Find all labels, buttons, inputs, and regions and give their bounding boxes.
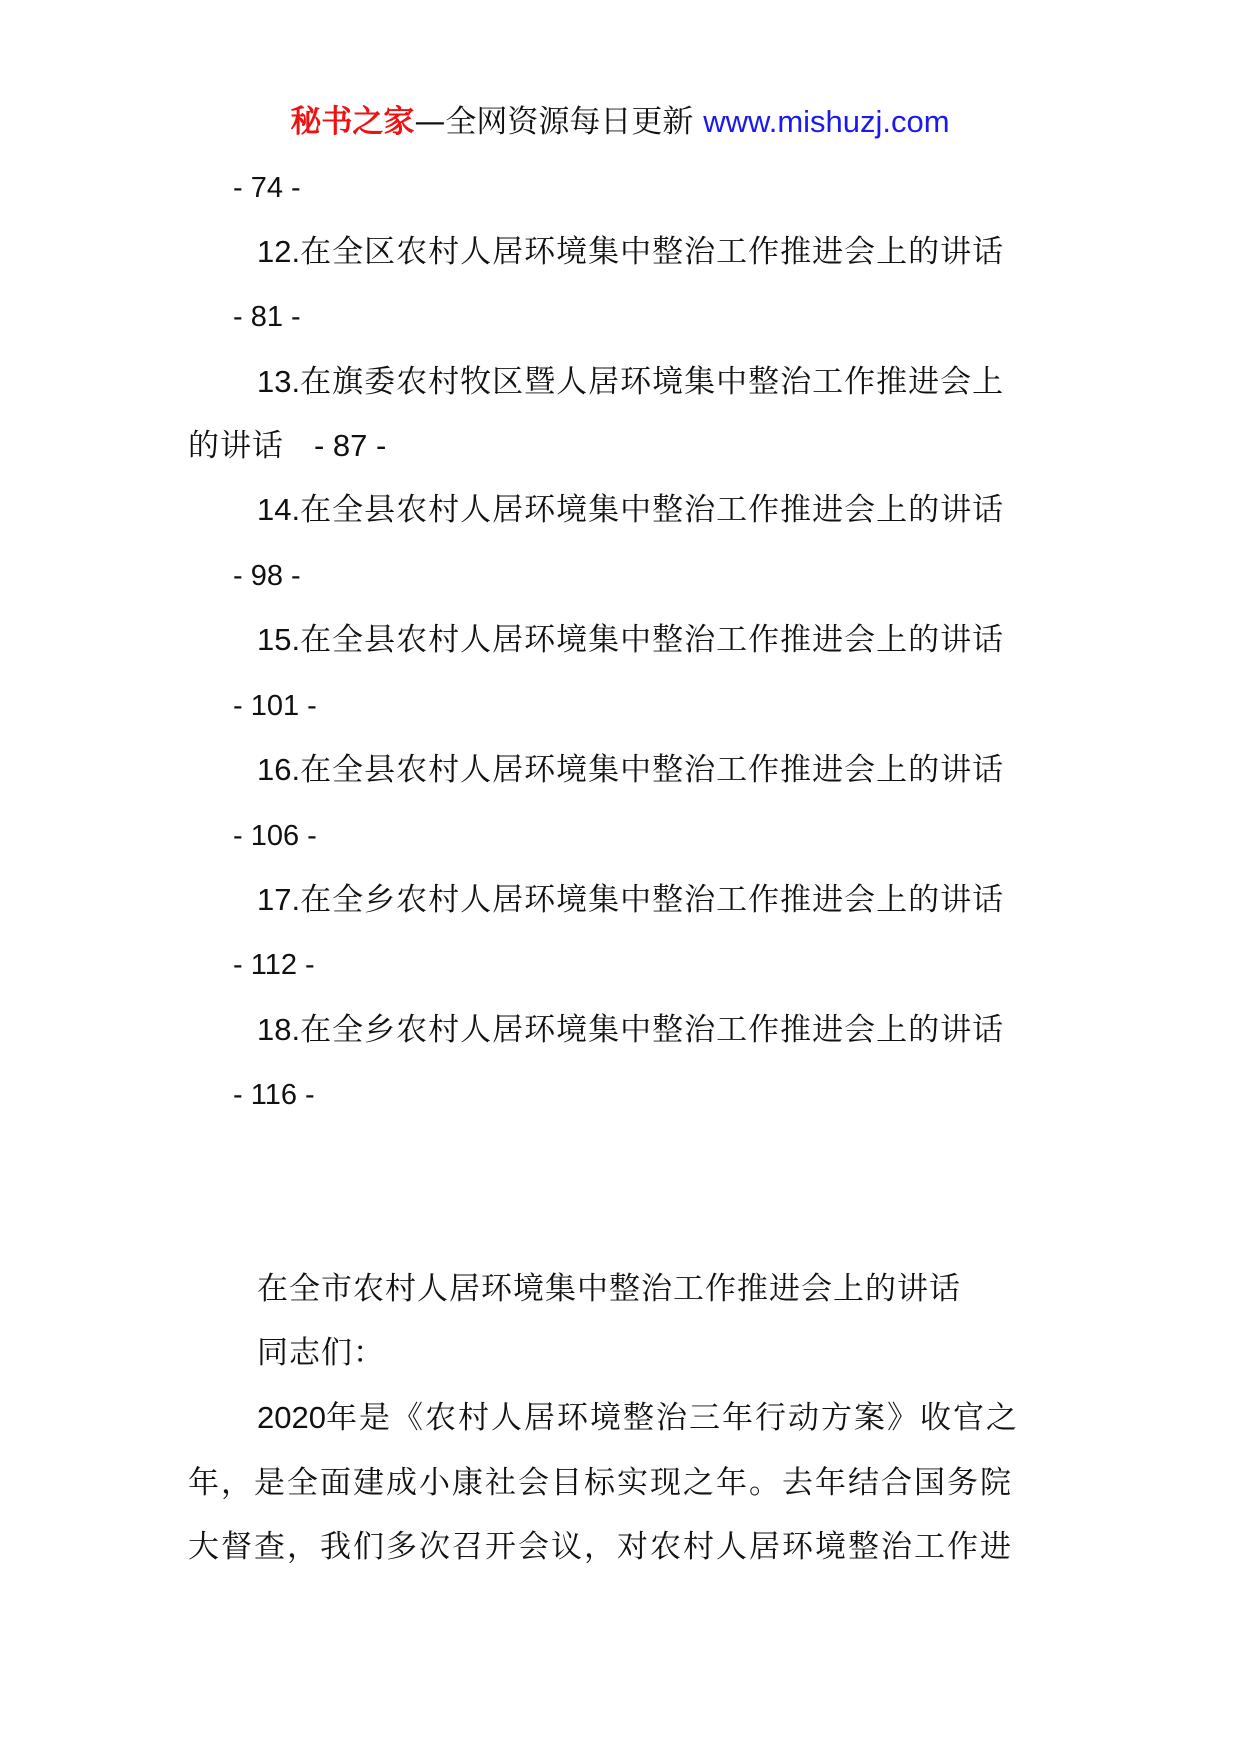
toc-item-12[interactable] — [257, 232, 1004, 272]
toc-page-number: - 116 - — [233, 1079, 315, 1111]
speech-paragraph-text: 年是《农村人居环境整治三年行动方案》收官之 — [325, 1400, 1019, 1436]
speech-title: 在全市农村人居环境集中整治工作推进会上的讲话 — [257, 1271, 961, 1307]
toc-item-number: 13. — [257, 364, 301, 399]
toc-page-number: - 101 - — [233, 690, 317, 722]
toc-page-number: - 106 - — [233, 820, 317, 852]
toc-item-number: 18. — [257, 1012, 301, 1047]
toc-item-title: 在全县农村人居环境集中整治工作推进会上的讲话 — [300, 492, 1005, 528]
site-header — [0, 102, 1240, 142]
toc-item-title: 在全乡农村人居环境集中整治工作推进会上的讲话 — [300, 1012, 1005, 1048]
toc-item-18[interactable] — [257, 1010, 1004, 1050]
toc-item-number: 17. — [257, 882, 301, 917]
toc-item-title: 在全区农村人居环境集中整治工作推进会上的讲话 — [300, 234, 1005, 270]
speech-paragraph-line — [257, 1398, 1019, 1438]
toc-item-17[interactable] — [257, 880, 1004, 920]
toc-page-number: - 87 - — [314, 428, 387, 463]
toc-item-number: 16. — [257, 752, 301, 787]
toc-item-title: 在全县农村人居环境集中整治工作推进会上的讲话 — [300, 752, 1005, 788]
speech-salutation: 同志们： — [257, 1335, 385, 1371]
toc-page-number: - 98 - — [233, 560, 301, 592]
speech-paragraph-line: 年，是全面建成小康社会目标实现之年。去年结合国务院 — [188, 1465, 1013, 1501]
toc-item-number: 12. — [257, 234, 301, 269]
toc-item-number: 15. — [257, 622, 301, 657]
header-tagline: —全网资源每日更新 — [414, 104, 694, 140]
toc-page-number: - 81 - — [233, 301, 301, 333]
toc-item-15[interactable] — [257, 620, 1004, 660]
toc-page-number: - 74 - — [233, 172, 301, 204]
toc-item-14[interactable] — [257, 490, 1004, 530]
toc-item-title: 在全乡农村人居环境集中整治工作推进会上的讲话 — [300, 882, 1005, 918]
brand-name: 秘书之家 — [290, 104, 415, 140]
toc-item-13[interactable] — [257, 362, 1004, 402]
toc-item-13-continued — [188, 426, 386, 466]
speech-paragraph-line: 大督查，我们多次召开会议，对农村人居环境整治工作进 — [188, 1529, 1013, 1565]
toc-page-number: - 112 - — [233, 949, 315, 981]
toc-item-number: 14. — [257, 492, 301, 527]
toc-item-16[interactable] — [257, 750, 1004, 790]
toc-item-title: 在全县农村人居环境集中整治工作推进会上的讲话 — [300, 622, 1005, 658]
toc-item-title: 在旗委农村牧区暨人居环境集中整治工作推进会上 — [300, 364, 1005, 400]
toc-item-title-continued: 的讲话 — [188, 428, 284, 464]
site-url-link[interactable]: www.mishuzj.com — [703, 104, 950, 139]
speech-year: 2020 — [257, 1400, 326, 1435]
